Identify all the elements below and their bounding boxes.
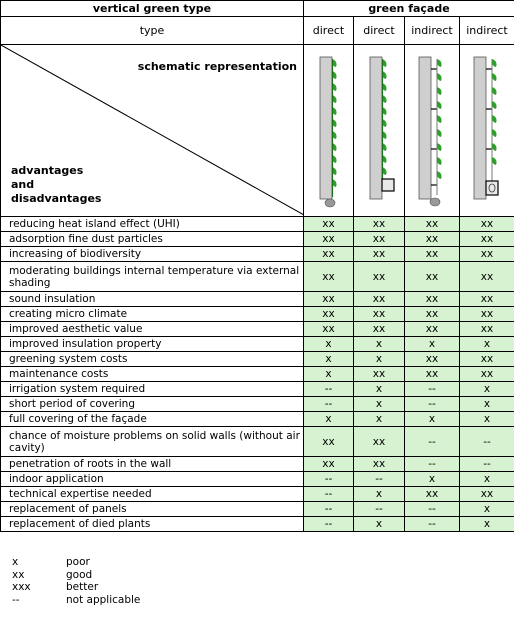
- adv-line-2: and: [11, 178, 35, 191]
- rating-cell: --: [304, 382, 354, 397]
- header-green-facade: green façade: [304, 1, 514, 17]
- rating-cell: x: [460, 382, 514, 397]
- rating-cell: --: [304, 502, 354, 517]
- rating-cell: xx: [405, 487, 460, 502]
- col-type-2: direct: [354, 17, 405, 45]
- rating-cell: xx: [354, 367, 405, 382]
- rating-cell: xx: [405, 352, 460, 367]
- row-label: full covering of the façade: [1, 412, 304, 427]
- legend-symbol: xx: [12, 568, 25, 581]
- table-row: [1, 262, 514, 292]
- table-row: [1, 382, 514, 397]
- rating-cell: --: [304, 517, 354, 532]
- rating-cell: --: [304, 472, 354, 487]
- facade-indirect-planter-icon: [460, 45, 514, 213]
- row-label: moderating buildings internal temperature via external shading: [1, 262, 304, 292]
- adv-line-1: advantages: [11, 164, 84, 177]
- table-row: [1, 427, 514, 457]
- rating-cell: --: [405, 502, 460, 517]
- rating-cell: x: [354, 517, 405, 532]
- schematic-direct-2: [354, 45, 405, 217]
- rating-cell: x: [304, 352, 354, 367]
- adv-line-3: disadvantages: [11, 192, 102, 205]
- rating-cell: x: [304, 337, 354, 352]
- schematic-direct-1: [304, 45, 354, 217]
- rating-cell: --: [460, 427, 514, 457]
- rating-cell: xx: [405, 217, 460, 232]
- rating-cell: --: [304, 487, 354, 502]
- legend-item: [12, 594, 140, 607]
- rating-cell: x: [354, 382, 405, 397]
- rating-cell: --: [405, 397, 460, 412]
- schematic-representation-label: schematic representation: [137, 60, 297, 73]
- row-label: increasing of biodiversity: [1, 247, 304, 262]
- rating-cell: x: [460, 472, 514, 487]
- rating-cell: --: [304, 397, 354, 412]
- facade-indirect-icon: [405, 45, 460, 213]
- table-row: [1, 307, 514, 322]
- rating-cell: xx: [460, 367, 514, 382]
- rating-cell: xx: [304, 262, 354, 292]
- table-row: [1, 292, 514, 307]
- rating-cell: x: [405, 337, 460, 352]
- rating-cell: xx: [354, 322, 405, 337]
- rating-cell: xx: [304, 247, 354, 262]
- row-label: indoor application: [1, 472, 304, 487]
- table-row: [1, 337, 514, 352]
- rating-cell: xx: [405, 232, 460, 247]
- row-label: greening system costs: [1, 352, 304, 367]
- rating-cell: xx: [354, 262, 405, 292]
- rating-cell: x: [354, 397, 405, 412]
- rating-cell: xx: [304, 232, 354, 247]
- rating-cell: xx: [354, 457, 405, 472]
- diagonal-header-cell: [1, 45, 304, 217]
- row-label: replacement of died plants: [1, 517, 304, 532]
- legend-symbol: --: [12, 593, 20, 606]
- legend-item: [12, 581, 140, 594]
- row-label: improved aesthetic value: [1, 322, 304, 337]
- rating-cell: xx: [405, 367, 460, 382]
- schematic-indirect-2: [460, 45, 514, 217]
- row-label: sound insulation: [1, 292, 304, 307]
- rating-cell: xx: [460, 352, 514, 367]
- rating-cell: xx: [460, 247, 514, 262]
- table-row: [1, 412, 514, 427]
- facade-direct-icon: [304, 45, 354, 213]
- rating-cell: xx: [460, 292, 514, 307]
- rating-cell: xx: [354, 292, 405, 307]
- rating-cell: x: [304, 367, 354, 382]
- rating-cell: xx: [460, 232, 514, 247]
- rating-cell: xx: [304, 217, 354, 232]
- header-vertical-green-type: vertical green type: [1, 1, 304, 17]
- table-row: [1, 352, 514, 367]
- rating-cell: xx: [405, 307, 460, 322]
- legend-item: [12, 556, 140, 569]
- rating-cell: x: [354, 412, 405, 427]
- rating-cell: x: [405, 412, 460, 427]
- rating-cell: --: [405, 517, 460, 532]
- schematic-indirect-1: [405, 45, 460, 217]
- row-label: adsorption fine dust particles: [1, 232, 304, 247]
- rating-cell: xx: [460, 487, 514, 502]
- legend-meaning: poor: [66, 556, 90, 568]
- rating-cell: x: [354, 487, 405, 502]
- row-label: irrigation system required: [1, 382, 304, 397]
- table-row: [1, 472, 514, 487]
- rating-cell: xx: [405, 292, 460, 307]
- table-row: [1, 322, 514, 337]
- row-label: technical expertise needed: [1, 487, 304, 502]
- rating-cell: xx: [460, 262, 514, 292]
- col-type-3: indirect: [405, 17, 460, 45]
- col-type-1: direct: [304, 17, 354, 45]
- rating-cell: x: [304, 412, 354, 427]
- rating-cell: xx: [354, 232, 405, 247]
- rating-cell: --: [460, 457, 514, 472]
- legend-symbol: xxx: [12, 581, 31, 593]
- row-label: penetration of roots in the wall: [1, 457, 304, 472]
- type-label: type: [1, 17, 304, 45]
- table-row: [1, 397, 514, 412]
- rating-cell: x: [405, 472, 460, 487]
- table-row: [1, 487, 514, 502]
- rating-cell: xx: [354, 217, 405, 232]
- legend-item: [12, 569, 140, 582]
- table-row: [1, 517, 514, 532]
- rating-cell: x: [460, 337, 514, 352]
- rating-cell: x: [354, 352, 405, 367]
- rating-cell: xx: [354, 247, 405, 262]
- rating-cell: --: [405, 427, 460, 457]
- row-label: creating micro climate: [1, 307, 304, 322]
- table-row: [1, 232, 514, 247]
- rating-cell: xx: [460, 217, 514, 232]
- legend-symbol: x: [12, 556, 19, 568]
- legend: [12, 556, 140, 606]
- rating-cell: x: [460, 517, 514, 532]
- advantages-disadvantages-label: [11, 164, 101, 206]
- rating-cell: xx: [354, 307, 405, 322]
- rating-cell: xx: [405, 322, 460, 337]
- table-row: [1, 457, 514, 472]
- rating-cell: x: [460, 412, 514, 427]
- rating-cell: xx: [354, 427, 405, 457]
- legend-meaning: better: [66, 581, 99, 593]
- rating-cell: x: [460, 502, 514, 517]
- rating-cell: xx: [304, 457, 354, 472]
- row-label: improved insulation property: [1, 337, 304, 352]
- rating-cell: --: [354, 502, 405, 517]
- row-label: replacement of panels: [1, 502, 304, 517]
- rating-cell: xx: [304, 427, 354, 457]
- row-label: reducing heat island effect (UHI): [1, 217, 304, 232]
- row-label: short period of covering: [1, 397, 304, 412]
- rating-cell: xx: [304, 307, 354, 322]
- rating-cell: xx: [304, 292, 354, 307]
- legend-meaning: good: [66, 568, 93, 581]
- rating-cell: xx: [304, 322, 354, 337]
- rating-cell: xx: [405, 247, 460, 262]
- rating-cell: --: [405, 382, 460, 397]
- row-label: chance of moisture problems on solid walls (without air cavity): [1, 427, 304, 457]
- table-row: [1, 247, 514, 262]
- row-label: maintenance costs: [1, 367, 304, 382]
- rating-cell: xx: [460, 307, 514, 322]
- rating-cell: --: [354, 472, 405, 487]
- table-row: [1, 217, 514, 232]
- col-type-4: indirect: [460, 17, 514, 45]
- rating-cell: --: [405, 457, 460, 472]
- facade-direct-planter-icon: [354, 45, 405, 213]
- rating-cell: xx: [405, 262, 460, 292]
- table-row: [1, 367, 514, 382]
- rating-cell: x: [460, 397, 514, 412]
- rating-cell: xx: [460, 322, 514, 337]
- table-row: [1, 502, 514, 517]
- rating-cell: x: [354, 337, 405, 352]
- legend-meaning: not applicable: [66, 593, 141, 606]
